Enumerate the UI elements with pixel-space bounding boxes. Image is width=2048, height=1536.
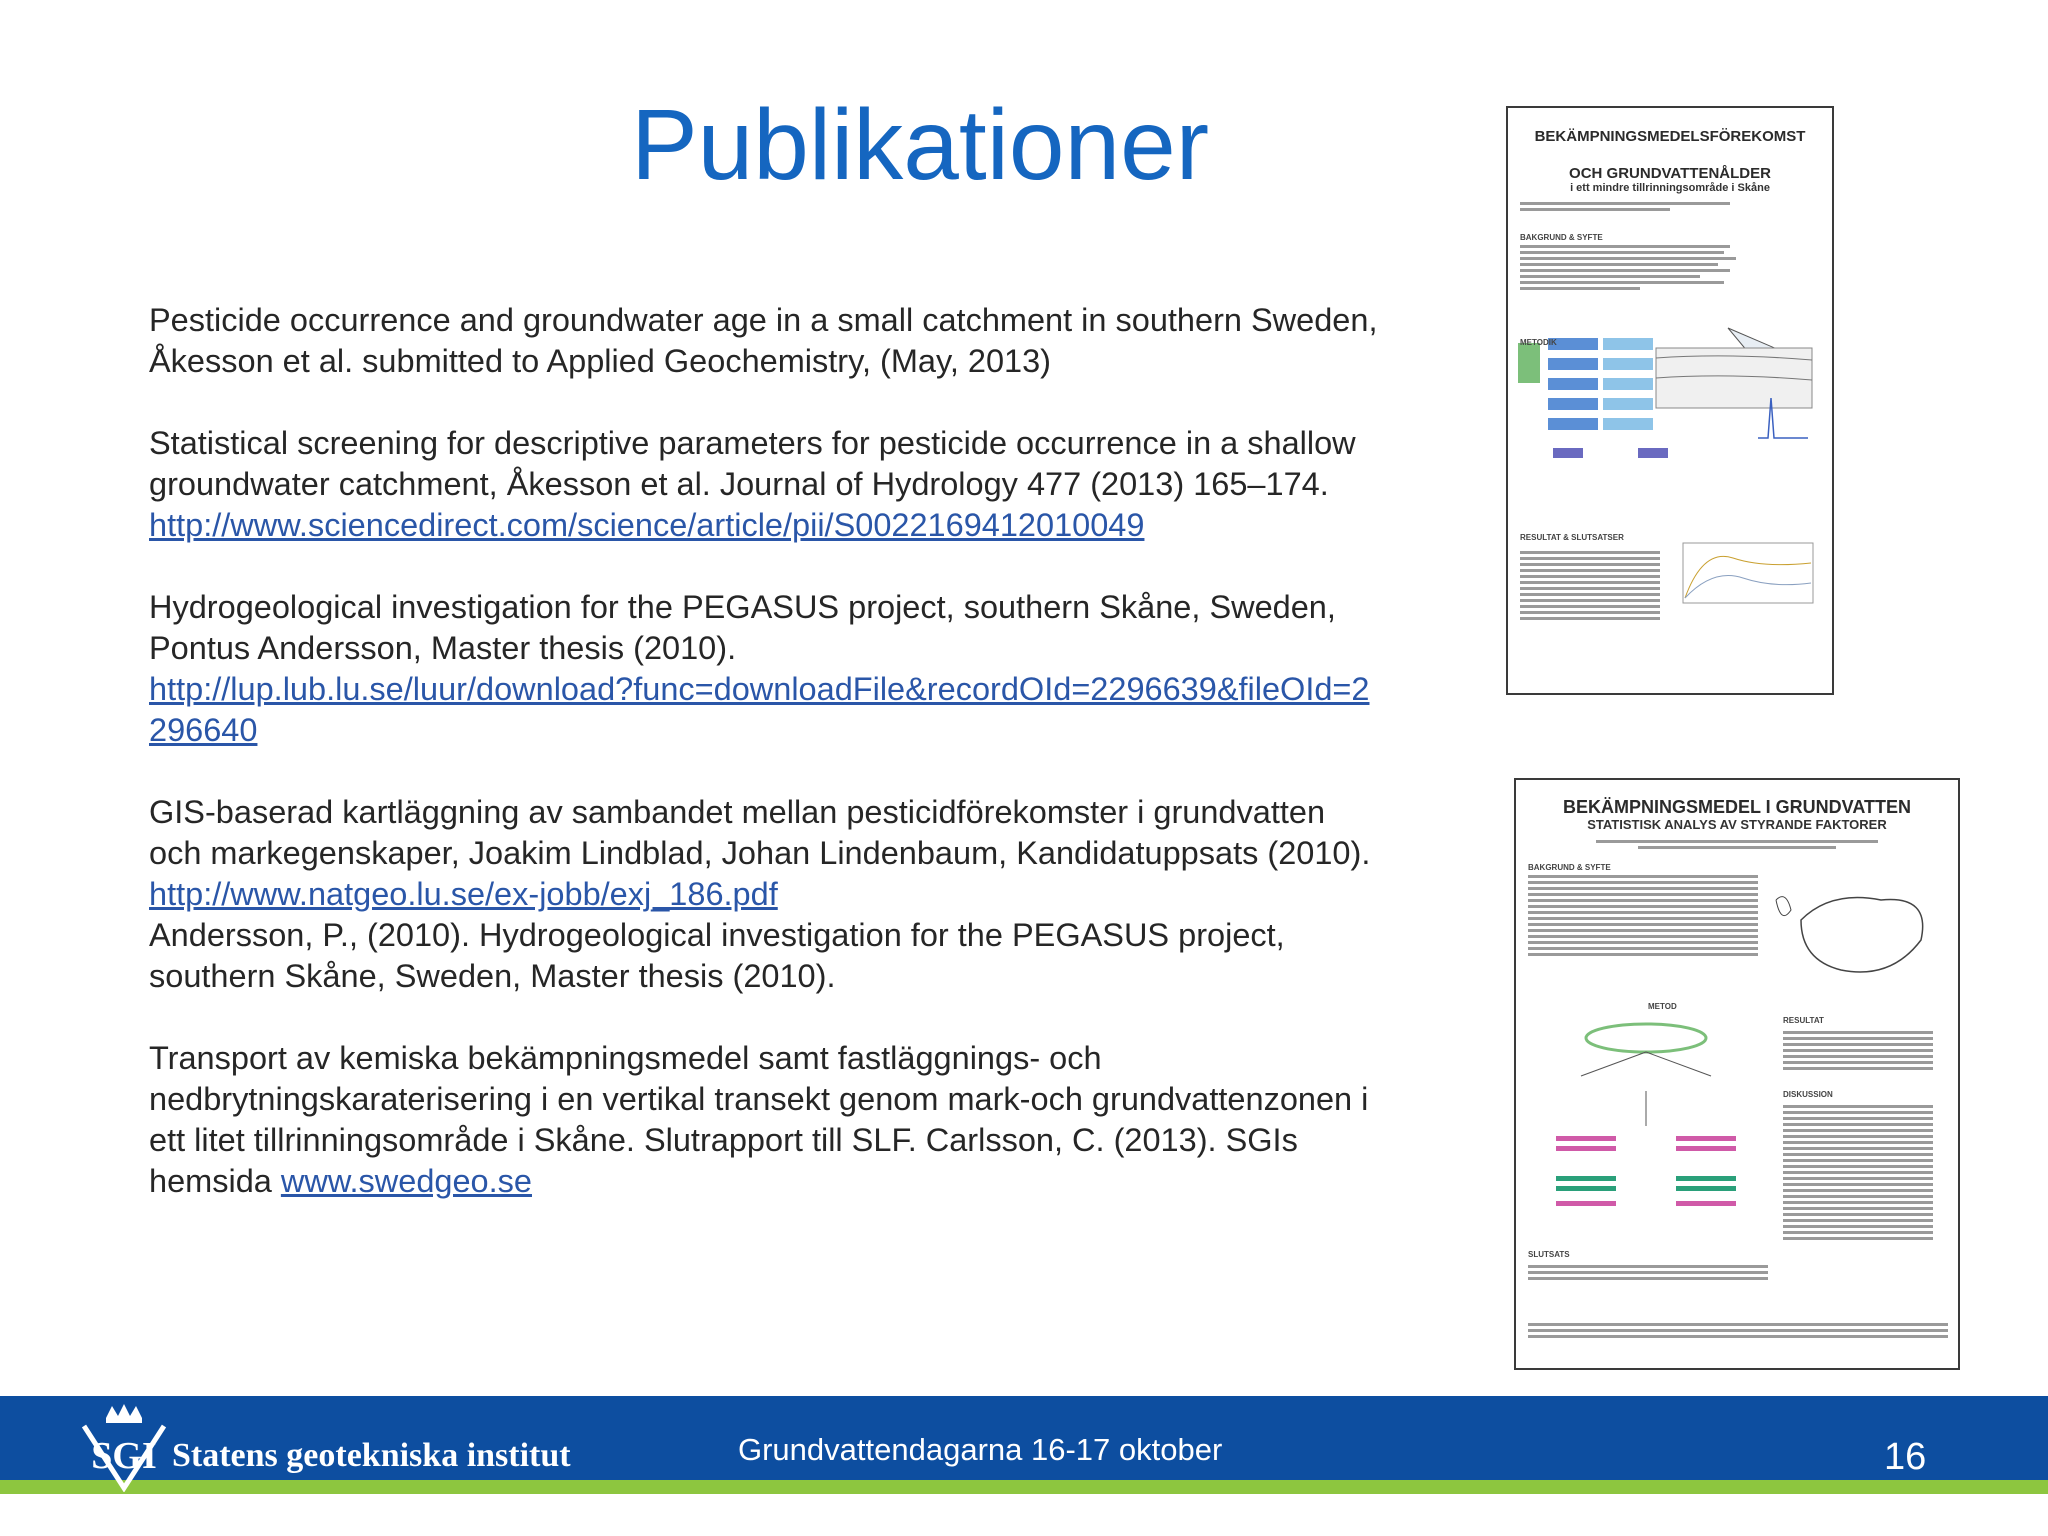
- poster-references: [1528, 1323, 1948, 1341]
- publication-link-continued[interactable]: 296640: [149, 712, 258, 748]
- publication-link[interactable]: http://www.natgeo.lu.se/ex-jobb/exj_186.pdf: [149, 876, 778, 912]
- poster-text-block: [1520, 202, 1820, 211]
- poster-section-heading: SLUTSATS: [1528, 1250, 1570, 1259]
- page-number: 16: [1884, 1436, 1927, 1478]
- publication-text: [149, 1161, 1449, 1202]
- poster-text-block: [1596, 840, 1878, 849]
- poster-map-figure: [1508, 298, 1832, 488]
- publication-text: Pesticide occurrence and groundwater age in a small catchment in southern Sweden,: [149, 302, 1378, 338]
- publication-text: southern Skåne, Sweden, Master thesis (2010).: [149, 958, 836, 994]
- publication-text: ett litet tillrinningsområde i Skåne. Slutrapport till SLF. Carlsson, C. (2013). SGIs: [149, 1122, 1298, 1158]
- publication-item: [149, 792, 1449, 997]
- poster-title: BEKÄMPNINGSMEDELSFÖREKOMST: [1534, 128, 1806, 145]
- poster-section-heading: METODIK: [1520, 338, 1557, 347]
- poster-section-heading: METOD: [1648, 1002, 1677, 1011]
- publication-link[interactable]: www.swedgeo.se: [280, 1163, 532, 1199]
- poster-title: BEKÄMPNINGSMEDEL I GRUNDVATTEN: [1562, 797, 1911, 817]
- poster-subtitle: i ett mindre tillrinningsområde i Skåne: [1570, 182, 1770, 194]
- publication-text-prefix: hemsida: [149, 1163, 281, 1199]
- poster-result-chart: [1673, 538, 1823, 618]
- poster-section-heading: DISKUSSION: [1783, 1090, 1833, 1099]
- poster-text-block: [1528, 1265, 1768, 1283]
- poster-thumbnail-2[interactable]: [1514, 778, 1960, 1370]
- publication-text: Hydrogeological investigation for the PEGASUS project, southern Skåne, Sweden,: [149, 589, 1336, 625]
- publication-item: [149, 300, 1449, 382]
- footer-accent-bar: [0, 1480, 2048, 1494]
- publication-text: groundwater catchment, Åkesson et al. Journal of Hydrology 477 (2013) 165–174.: [149, 466, 1329, 502]
- sgi-crown-logo-icon: [76, 1396, 172, 1492]
- poster-map-figure: [1771, 880, 1951, 990]
- publication-item: [149, 1038, 1449, 1202]
- poster-thumbnail-1[interactable]: [1506, 106, 1834, 695]
- publication-item: [149, 587, 1449, 751]
- publication-text: och markegenskaper, Joakim Lindblad, Johan Lindenbaum, Kandidatuppsats (2010).: [149, 835, 1371, 871]
- poster-text-block: [1520, 551, 1660, 623]
- poster-section-heading: RESULTAT: [1783, 1016, 1824, 1025]
- poster-section-heading: RESULTAT & SLUTSATSER: [1520, 533, 1624, 542]
- publication-list: [149, 300, 1449, 1243]
- poster-text-block: [1528, 875, 1758, 956]
- publication-text: Statistical screening for descriptive parameters for pesticide occurrence in a shallow: [149, 425, 1356, 461]
- publication-link[interactable]: http://lup.lub.lu.se/luur/download?func=downloadFile&recordOId=2296639&fileOId=2: [149, 671, 1370, 707]
- organization-name: Statens geotekniska institut: [172, 1437, 571, 1474]
- event-name: Grundvattendagarna 16-17 oktober: [738, 1432, 1223, 1467]
- poster-subtitle: STATISTISK ANALYS AV STYRANDE FAKTORER: [1587, 817, 1887, 832]
- poster-text-block: [1783, 1031, 1933, 1073]
- poster-text-block: [1520, 245, 1820, 290]
- logo-mark-text: SGI: [91, 1435, 157, 1477]
- poster-title: OCH GRUNDVATTENÅLDER: [1569, 165, 1771, 182]
- publication-text: Transport av kemiska bekämpningsmedel samt fastläggnings- och: [149, 1040, 1102, 1076]
- poster-text-block: [1783, 1105, 1933, 1243]
- publication-text: Åkesson et al. submitted to Applied Geochemistry, (May, 2013): [149, 343, 1052, 379]
- publication-item: [149, 423, 1449, 546]
- poster-section-heading: BAKGRUND & SYFTE: [1528, 863, 1611, 872]
- poster-section-heading: BAKGRUND & SYFTE: [1520, 233, 1603, 242]
- publication-text: nedbrytningskaraterisering i en vertikal transekt genom mark-och grundvattenzonen i: [149, 1081, 1369, 1117]
- publication-text: GIS-baserad kartläggning av sambandet mellan pesticidförekomster i grundvatten: [149, 794, 1326, 830]
- publication-link[interactable]: http://www.sciencedirect.com/science/article/pii/S0022169412010049: [149, 507, 1145, 543]
- poster-flow-diagram: [1526, 1016, 1776, 1216]
- publication-text: Andersson, P., (2010). Hydrogeological investigation for the PEGASUS project,: [149, 917, 1285, 953]
- publication-text: Pontus Andersson, Master thesis (2010).: [149, 630, 737, 666]
- slide-title: Publikationer: [630, 89, 1210, 201]
